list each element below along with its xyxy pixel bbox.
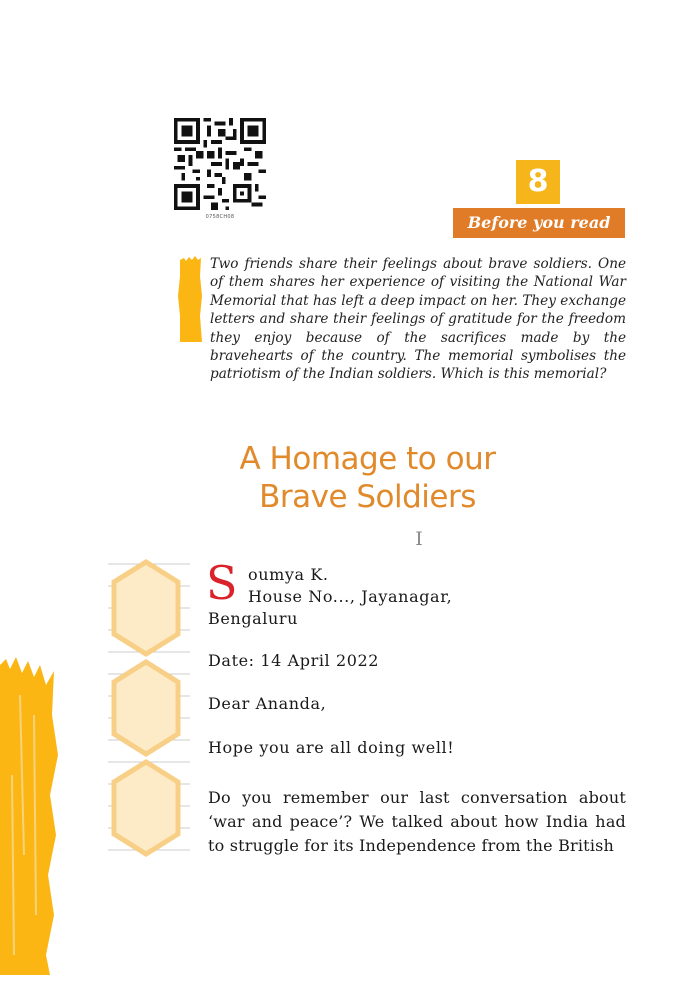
sender-city: Bengaluru xyxy=(208,609,299,628)
chapter-number: 8 xyxy=(516,160,560,204)
before-you-read-banner: Before you read xyxy=(453,208,625,238)
section-number: I xyxy=(415,528,423,550)
title-line-2: Brave Soldiers xyxy=(259,479,476,515)
brush-stroke-accent xyxy=(176,256,202,344)
letter-greeting: Dear Ananda, xyxy=(208,694,327,713)
letter-body: Do you remember our last conversation about ‘war and peace’? We talked about how India had to struggle for its Independence from the British xyxy=(208,788,626,855)
intro-paragraph: Two friends share their feelings about brave soldiers. One of them shares her experience of visiting the National War Memorial that has left a deep impact on her. They exchange letters and share their feelings of gratitude for the freedom they enjoy because of the sacrifices made by the bravehearts of the country. The memorial symbolises the patriotism of the Indian soldiers. Which is this memorial? xyxy=(210,256,626,383)
page-title xyxy=(190,440,545,516)
sender-name: oumya K. xyxy=(248,565,329,584)
hexagon-decoration xyxy=(108,558,190,860)
decorative-brush-border xyxy=(0,655,62,975)
qr-code[interactable] xyxy=(174,118,266,210)
letter-wish: Hope you are all doing well! xyxy=(208,738,455,757)
title-line-1: A Homage to our xyxy=(239,441,496,477)
letter-date: Date: 14 April 2022 xyxy=(208,651,380,670)
sender-address: House No..., Jayanagar, xyxy=(248,587,453,606)
drop-cap: S xyxy=(206,556,238,610)
qr-code-label: 0758CH08 xyxy=(205,214,235,220)
